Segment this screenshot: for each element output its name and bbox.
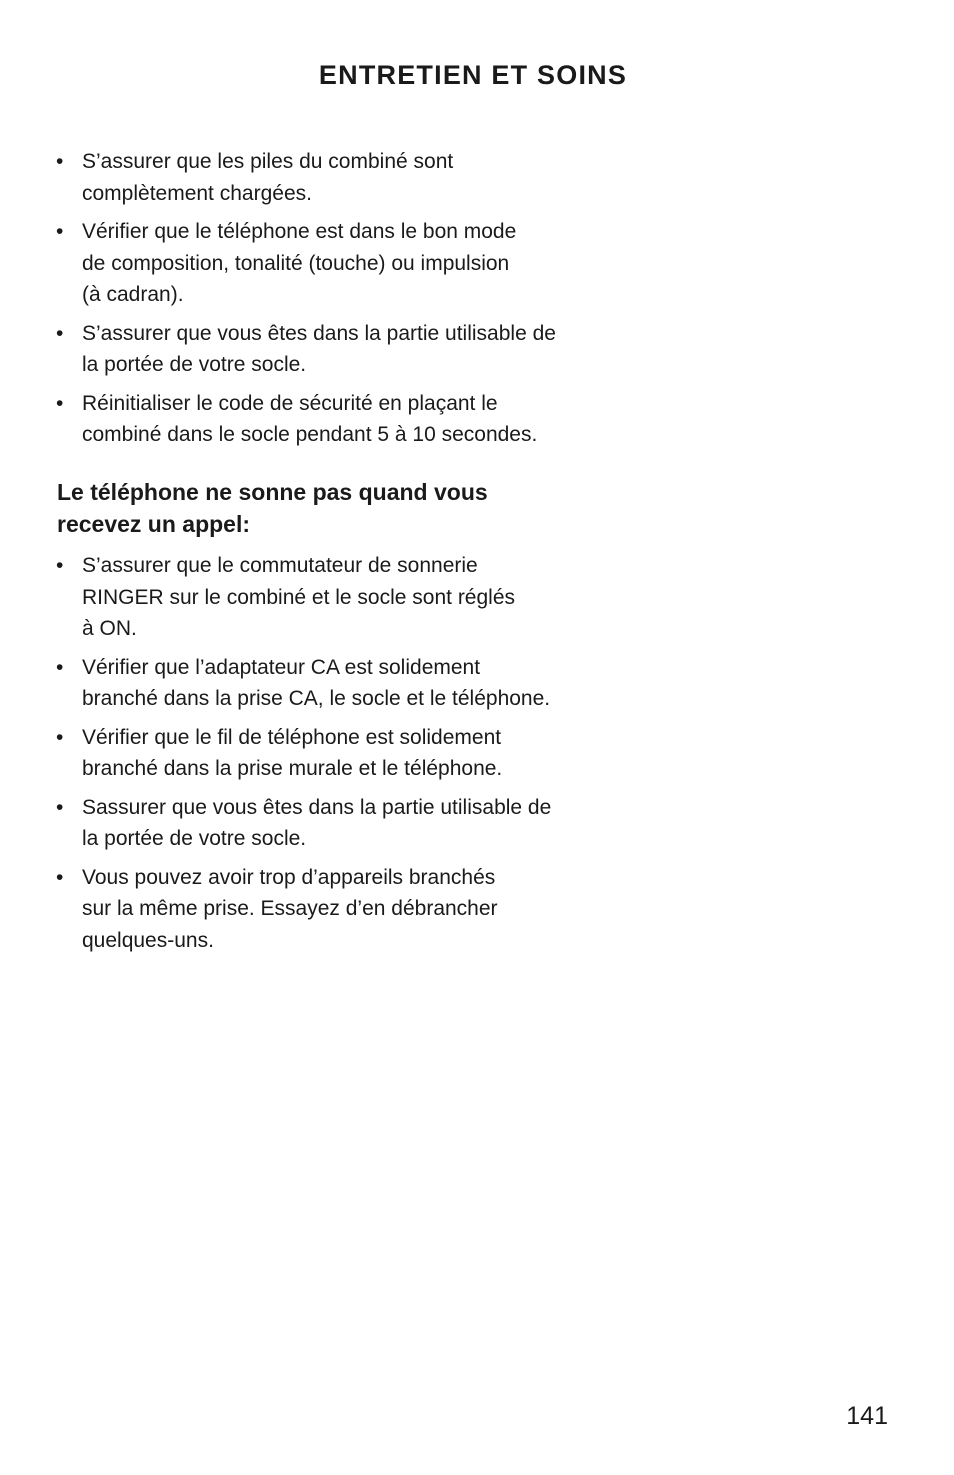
troubleshooting-list-1 <box>56 146 596 458</box>
bullet-icon: • <box>56 725 64 749</box>
section-heading: Le téléphone ne sonne pas quand vous recevez un appel: <box>57 479 488 537</box>
troubleshooting-list-2 <box>56 550 596 963</box>
bullet-icon: • <box>56 795 64 819</box>
list-item-text: Réinitialiser le code de sécurité en plaçant le combiné dans le socle pendant 5 à 10 secondes. <box>82 391 538 446</box>
list-item-text: Vous pouvez avoir trop d’appareils branchés sur la même prise. Essayez d’en débrancher quelques-uns. <box>82 865 498 952</box>
list-item-text: Vérifier que le téléphone est dans le bon mode de composition, tonalité (touche) ou impulsion (à cadran). <box>82 220 517 306</box>
list-item-text: S’assurer que les piles du combiné sont complètement chargées. <box>82 150 454 205</box>
bullet-icon: • <box>56 321 64 345</box>
bullet-icon: • <box>56 220 64 243</box>
list-item <box>56 792 596 855</box>
list-item <box>56 862 596 957</box>
list-item <box>56 388 596 451</box>
bullet-icon: • <box>56 655 64 679</box>
page-title: ENTRETIEN ET SOINS <box>318 60 628 90</box>
list-item <box>56 550 596 645</box>
bullet-icon: • <box>56 554 64 577</box>
list-item-text: S’assurer que vous êtes dans la partie utilisable de la portée de votre socle. <box>82 321 556 376</box>
list-item <box>56 216 596 311</box>
bullet-icon: • <box>56 865 64 889</box>
bullet-icon: • <box>56 150 64 173</box>
list-item-text: Vérifier que le fil de téléphone est solidement branché dans la prise murale et le téléphone. <box>82 725 503 780</box>
bullet-icon: • <box>56 391 64 415</box>
list-item <box>56 652 596 715</box>
list-item-text: Vérifier que l’adaptateur CA est solidement branché dans la prise CA, le socle et le téléphone. <box>82 655 551 710</box>
list-item <box>56 318 596 381</box>
list-item-text: S’assurer que le commutateur de sonnerie RINGER sur le combiné et le socle sont réglés à ON. <box>82 554 516 640</box>
list-item-text: Sassurer que vous êtes dans la partie utilisable de la portée de votre socle. <box>82 795 552 850</box>
list-item <box>56 146 596 209</box>
page-number: 141 <box>846 1402 888 1430</box>
list-item <box>56 722 596 785</box>
